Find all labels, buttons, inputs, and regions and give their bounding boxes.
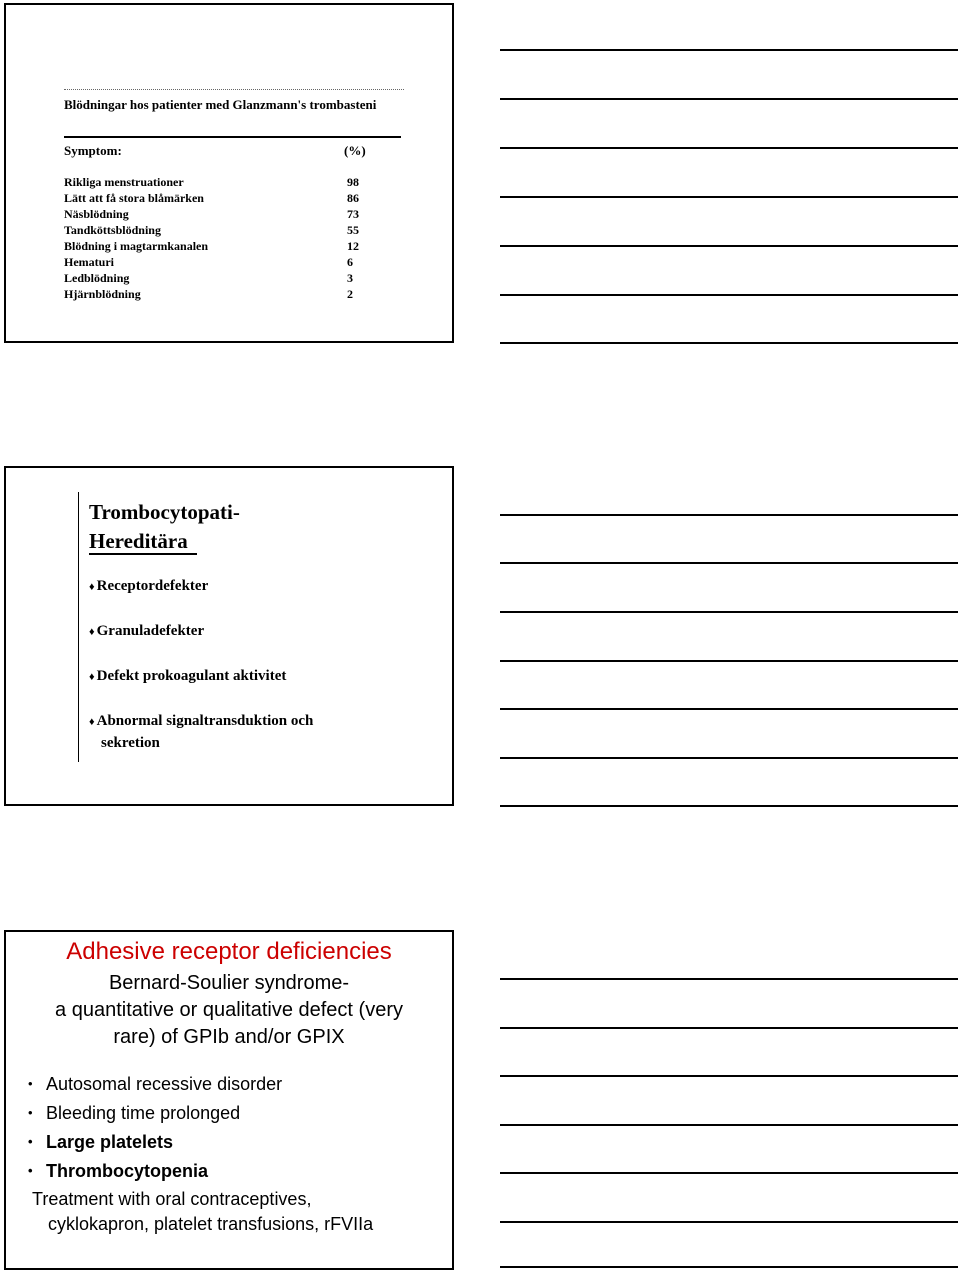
symptom-row: Rikliga menstruationer: [64, 175, 184, 189]
slide-2-title: [89, 498, 240, 556]
list-item-label: Bleeding time prolonged: [46, 1103, 241, 1123]
symptom-row: Blödning i magtarmkanalen: [64, 239, 209, 253]
note-line: [500, 562, 958, 564]
treatment-line-1: Treatment with oral contraceptives,: [32, 1189, 312, 1209]
bullet-icon: •: [28, 1105, 33, 1120]
title-underline: [89, 553, 197, 555]
slide-1-title: Blödningar hos patienter med Glanzmann's trombasteni: [64, 97, 377, 112]
slide-2: [4, 466, 454, 806]
top-dotted-rule: [64, 89, 404, 90]
note-line: [500, 98, 958, 100]
note-line: [500, 1172, 958, 1174]
list-item-label: Granuladefekter: [96, 623, 205, 639]
symptom-row: Ledblödning: [64, 271, 130, 285]
note-line: [500, 978, 958, 980]
bullet-icon: •: [28, 1163, 33, 1178]
slide-3: [4, 930, 454, 1270]
subtitle-line-1: Bernard-Soulier syndrome-: [108, 972, 350, 994]
note-line: [500, 342, 958, 344]
treatment-line-2: cyklokapron, platelet transfusions, rFVIIa: [48, 1214, 374, 1234]
note-line: [500, 1221, 958, 1223]
symptom-column-header: Symptom:: [64, 143, 122, 158]
diamond-bullet-icon: ♦: [89, 716, 95, 728]
note-line: [500, 805, 958, 807]
percent-value: 86: [347, 191, 359, 205]
note-line: [500, 514, 958, 516]
percent-value: 55: [347, 223, 359, 237]
slide-3-subtitle: [6, 970, 452, 1051]
note-line: [500, 1027, 958, 1029]
note-line: [500, 196, 958, 198]
symptom-row: Lätt att få stora blåmärken: [64, 191, 204, 205]
note-line: [500, 611, 958, 613]
subtitle-line-2: a quantitative or qualitative defect (very: [55, 999, 403, 1021]
note-line: [500, 147, 958, 149]
note-line: [500, 1266, 958, 1268]
slide-1: [4, 3, 454, 343]
note-line: [500, 1124, 958, 1126]
list-item: [28, 1103, 240, 1124]
symptom-row: Tandköttsblödning: [64, 223, 161, 237]
list-item-label: Defekt prokoagulant aktivitet: [96, 668, 287, 684]
note-line: [500, 294, 958, 296]
list-item: [28, 1132, 173, 1153]
title-line-1: Trombocytopati-: [89, 500, 240, 524]
percent-value: 73: [347, 207, 359, 221]
note-line: [500, 49, 958, 51]
bullet-icon: •: [28, 1076, 33, 1091]
note-line: [500, 660, 958, 662]
treatment-text: [32, 1187, 373, 1237]
slide-3-title: Adhesive receptor deficiencies: [66, 938, 392, 965]
list-item-label: Thrombocytopenia: [46, 1161, 209, 1181]
note-line: [500, 1075, 958, 1077]
bullet-icon: •: [28, 1134, 33, 1149]
percent-value: 3: [347, 271, 353, 285]
symptom-row: Hematuri: [64, 255, 114, 269]
title-line-2: Hereditära: [89, 529, 188, 553]
percent-value: 2: [347, 287, 353, 301]
list-item: [28, 1074, 282, 1095]
list-item: [89, 621, 204, 643]
list-item: [28, 1161, 208, 1182]
note-line: [500, 708, 958, 710]
list-item-label: Abnormal signaltransduktion och: [96, 713, 314, 729]
percent-column-header: (%): [344, 143, 366, 158]
list-item: [89, 576, 208, 598]
list-item: [89, 666, 286, 688]
note-line: [500, 757, 958, 759]
list-item: [89, 711, 313, 733]
subtitle-line-3: rare) of GPIb and/or GPIX: [113, 1026, 345, 1048]
left-vertical-rule: [78, 492, 79, 762]
title-rule: [64, 136, 401, 138]
percent-value: 12: [347, 239, 359, 253]
diamond-bullet-icon: ♦: [89, 581, 95, 593]
list-item-continuation: sekretion: [101, 735, 160, 751]
symptom-row: Näsblödning: [64, 207, 129, 221]
diamond-bullet-icon: ♦: [89, 671, 95, 683]
list-item-label: Large platelets: [46, 1132, 174, 1152]
diamond-bullet-icon: ♦: [89, 626, 95, 638]
list-item-label: Receptordefekter: [96, 578, 209, 594]
percent-value: 98: [347, 175, 359, 189]
percent-value: 6: [347, 255, 353, 269]
symptom-row: Hjärnblödning: [64, 287, 141, 301]
list-item-label: Autosomal recessive disorder: [46, 1074, 283, 1094]
note-line: [500, 245, 958, 247]
